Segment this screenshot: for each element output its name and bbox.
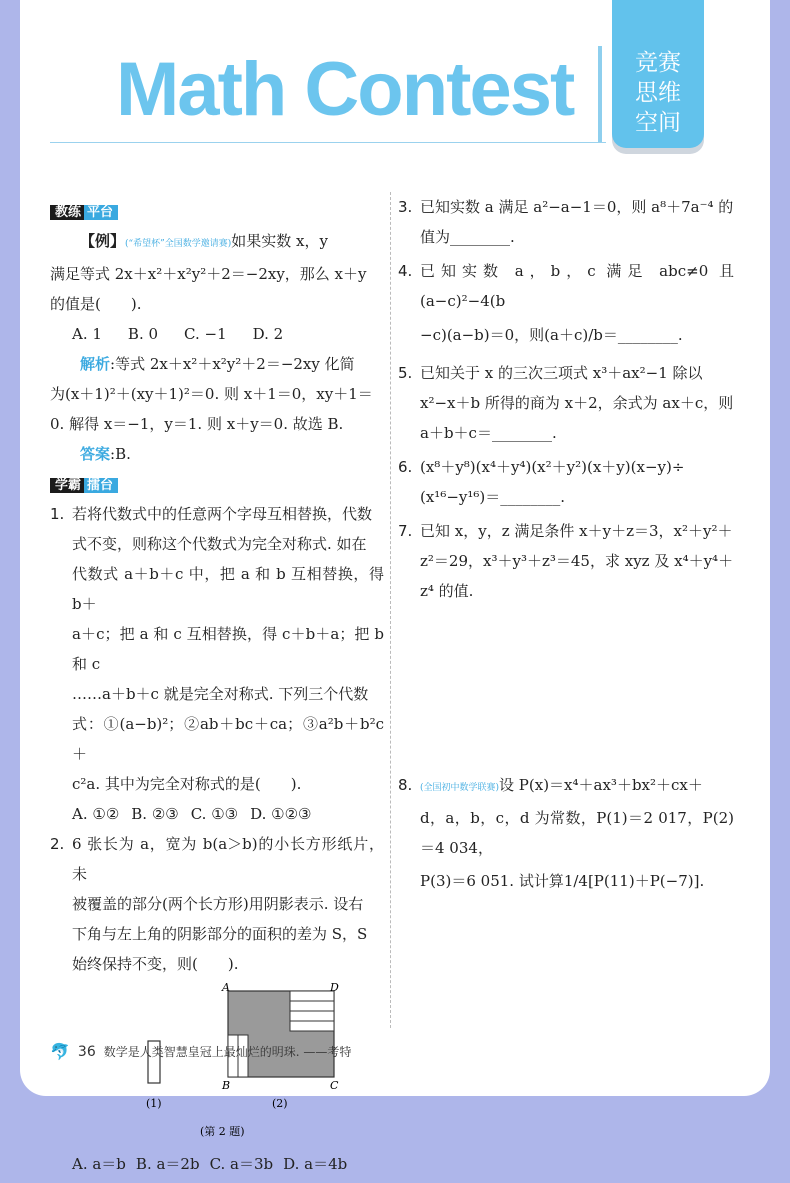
option: C. ①③ xyxy=(190,805,239,823)
dolphin-icon: 🐬 xyxy=(50,1042,70,1061)
question-1: 1. 若将代数式中的任意两个字母互相替换，代数 式不变，则称这个代数式为完全对称式. 如在 代数式 a＋b＋c 中，把 a 和 b 互相替换，得 b＋ a＋c；把 a 和 c 互相替换，得 c＋b＋a；把 b 和 c ……a＋b＋c 就是完全对称式. 下列三个代数 式：①(a−b)²；②ab＋bc＋ca；③a²b＋b²c＋ c²a. 其中为完全对称式的是( ). xyxy=(50,505,384,793)
option: B. a＝2b xyxy=(135,1155,200,1173)
option: A. ①② xyxy=(72,805,120,823)
question-2: 2. 6 张长为 a，宽为 b(a＞b)的小长方形纸片，未 被覆盖的部分(两个长方形)用阴影表示. 设右 下角与左上角的阴影部分的面积的差为 S，S 始终保持不变，则( ). xyxy=(50,835,384,973)
page-number: 36 xyxy=(77,1043,96,1060)
option: C. a＝3b xyxy=(209,1155,274,1173)
option: B. ②③ xyxy=(131,805,179,823)
label-A: A xyxy=(222,981,230,994)
question-8: 8. (全国初中数学联赛)设 P(x)＝x⁴＋ax³＋bx²＋cx＋ d，a，b，c，d 为常数，P(1)＝2 017，P(2)＝4 034， P(3)＝6 051. 试计算1/4[P(11)＋P(−7)]. xyxy=(398,776,734,890)
right-column xyxy=(398,192,734,899)
column-divider xyxy=(390,192,391,1028)
label-C: C xyxy=(330,1079,339,1092)
question-6: 6. (x⁸＋y⁸)(x⁴＋y⁴)(x²＋y²)(x＋y)(x−y)÷ (x¹⁶−y¹⁶)＝________. xyxy=(398,458,685,506)
question-source: (全国初中数学联赛) xyxy=(420,783,500,793)
section-label-champion: 学霸 擂台 xyxy=(50,477,118,495)
option: D. a＝4b xyxy=(283,1155,348,1173)
example-options xyxy=(50,319,384,349)
banner-divider xyxy=(598,46,602,142)
figure-2 xyxy=(50,983,384,1173)
option: C. −1 xyxy=(184,325,227,343)
label-B: B xyxy=(222,1079,231,1092)
question-3: 3. 已知实数 a 满足 a²−a−1＝0，则 a⁸＋7a⁻⁴ 的 值为________. xyxy=(398,198,734,246)
option: B. 0 xyxy=(127,325,159,343)
rectangle-diagram xyxy=(50,983,384,1173)
example-line: 的值是( ). xyxy=(50,295,142,313)
fig-caption-2: (2) xyxy=(272,1097,288,1110)
tab-line: 空间 xyxy=(635,110,681,136)
question-4: 4. 已知实数 a，b，c 满足 abc≠0 且(a−c)²−4(b −c)(a−b)＝0，则(a＋c)/b＝________. xyxy=(398,262,734,344)
option: D. 2 xyxy=(252,325,284,343)
question-7: 7. 已知 x，y，z 满足条件 x＋y＋z＝3，x²＋y²＋ z²＝29，x³＋y³＋z³＝45，求 xyz 及 x⁴＋y⁴＋ z⁴ 的值. xyxy=(398,522,734,600)
example-source: (“希望杯”全国数学邀请赛) xyxy=(125,239,232,249)
left-column xyxy=(50,196,384,1179)
question-5: 5. 已知关于 x 的三次三项式 x³＋ax²−1 除以 x²−x＋b 所得的商为 x＋2，余式为 ax＋c，则 a＋b＋c＝________. xyxy=(398,364,734,442)
example-line: 满足等式 2x＋x²＋x²y²＋2＝−2xy，那么 x＋y xyxy=(50,265,367,283)
option: D. ①②③ xyxy=(250,805,312,823)
question-1-options xyxy=(50,799,384,829)
analysis-line: 解析:等式 2x＋x²＋x²y²＋2＝−2xy 化简 xyxy=(80,355,355,373)
page xyxy=(20,0,770,1173)
fig-caption-1: (1) xyxy=(146,1097,162,1110)
analysis-line: 0. 解得 x＝−1，y＝1. 则 x＋y＝0. 故选 B. xyxy=(50,415,344,433)
footer xyxy=(50,1042,351,1061)
tab-line: 思维 xyxy=(635,80,681,106)
tab-line: 竞赛 xyxy=(635,50,681,76)
banner-rule xyxy=(50,142,606,143)
analysis-line: 为(x＋1)²＋(xy＋1)²＝0. 则 x＋1＝0，xy＋1＝ xyxy=(50,385,373,403)
example-line: 【例】(“希望杯”全国数学邀请赛)如果实数 x，y xyxy=(80,232,328,250)
figure-caption: (第 2 题) xyxy=(200,1125,245,1138)
label-D: D xyxy=(330,981,339,994)
banner-title: Math Contest xyxy=(116,47,574,132)
option: A. a＝b xyxy=(72,1155,126,1173)
section-label-coach: 教练 平台 xyxy=(50,204,118,222)
answer-line: 答案:B. xyxy=(80,445,131,463)
example-tag: 【例】 xyxy=(80,232,126,250)
footer-quote: 数学是人类智慧皇冠上最灿烂的明珠. ——考特 xyxy=(103,1045,352,1059)
banner-tab xyxy=(612,0,704,148)
option: A. 1 xyxy=(72,325,102,343)
